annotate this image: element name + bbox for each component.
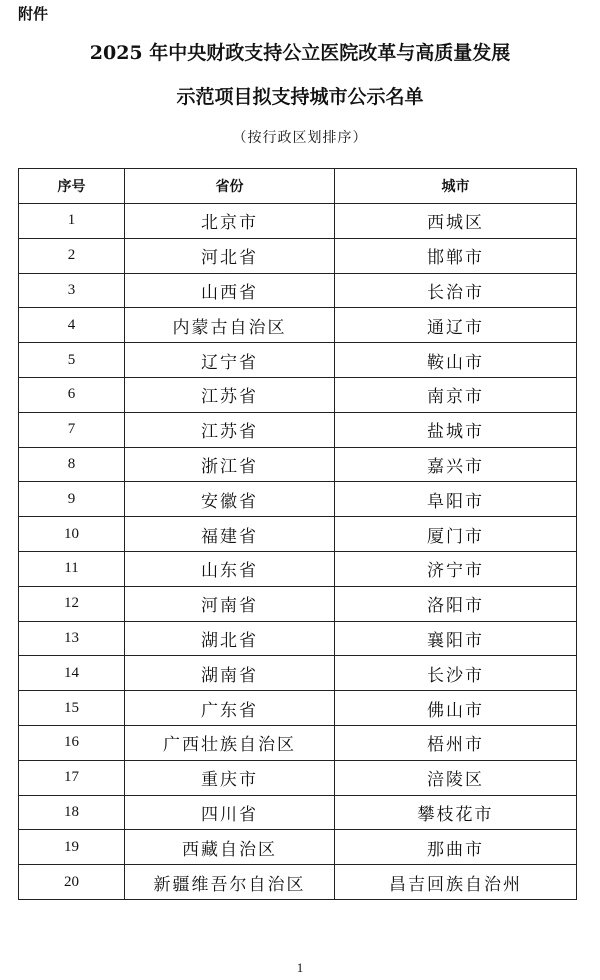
document-subtitle: （按行政区划排序） — [232, 130, 368, 146]
row-city-cell: 南京市 — [335, 377, 577, 412]
table-row — [19, 795, 577, 830]
header-city: 城市 — [335, 169, 577, 204]
table-row — [19, 656, 577, 691]
row-city-cell: 涪陵区 — [335, 760, 577, 795]
row-city-cell: 佛山市 — [335, 691, 577, 726]
row-province-cell: 广西壮族自治区 — [125, 725, 335, 760]
table-row — [19, 517, 577, 552]
row-number-cell: 16 — [19, 725, 125, 760]
row-province-cell: 广东省 — [125, 691, 335, 726]
row-province-cell: 四川省 — [125, 795, 335, 830]
row-province-cell: 福建省 — [125, 517, 335, 552]
table-row — [19, 760, 577, 795]
row-city-cell: 长沙市 — [335, 656, 577, 691]
row-province-cell: 重庆市 — [125, 760, 335, 795]
row-province-cell: 新疆维吾尔自治区 — [125, 865, 335, 900]
row-province-cell: 河南省 — [125, 586, 335, 621]
row-number-cell: 20 — [19, 865, 125, 900]
row-city-cell: 鞍山市 — [335, 343, 577, 378]
row-number-cell: 2 — [19, 238, 125, 273]
table-row — [19, 865, 577, 900]
row-city-cell: 梧州市 — [335, 725, 577, 760]
table-row — [19, 482, 577, 517]
table-row — [19, 691, 577, 726]
row-province-cell: 内蒙古自治区 — [125, 308, 335, 343]
table-row — [19, 586, 577, 621]
row-number-cell: 7 — [19, 412, 125, 447]
row-city-cell: 阜阳市 — [335, 482, 577, 517]
table-row — [19, 238, 577, 273]
table-row — [19, 725, 577, 760]
row-number-cell: 1 — [19, 204, 125, 239]
table-row — [19, 621, 577, 656]
table-row — [19, 204, 577, 239]
row-number-cell: 8 — [19, 447, 125, 482]
row-number-cell: 18 — [19, 795, 125, 830]
city-list-table — [18, 168, 577, 900]
row-number-cell: 10 — [19, 517, 125, 552]
header-province: 省份 — [125, 169, 335, 204]
table-row — [19, 273, 577, 308]
page-number: 1 — [296, 960, 304, 975]
row-province-cell: 江苏省 — [125, 412, 335, 447]
row-number-cell: 17 — [19, 760, 125, 795]
header-number: 序号 — [19, 169, 125, 204]
row-province-cell: 安徽省 — [125, 482, 335, 517]
row-city-cell: 襄阳市 — [335, 621, 577, 656]
row-city-cell: 长治市 — [335, 273, 577, 308]
row-province-cell: 西藏自治区 — [125, 830, 335, 865]
row-province-cell: 辽宁省 — [125, 343, 335, 378]
row-number-cell: 3 — [19, 273, 125, 308]
row-city-cell: 邯郸市 — [335, 238, 577, 273]
row-city-cell: 攀枝花市 — [335, 795, 577, 830]
row-city-cell: 盐城市 — [335, 412, 577, 447]
row-number-cell: 12 — [19, 586, 125, 621]
row-province-cell: 湖北省 — [125, 621, 335, 656]
row-city-cell: 厦门市 — [335, 517, 577, 552]
row-province-cell: 山东省 — [125, 551, 335, 586]
row-number-cell: 5 — [19, 343, 125, 378]
row-number-cell: 11 — [19, 551, 125, 586]
row-city-cell: 西城区 — [335, 204, 577, 239]
table-row — [19, 343, 577, 378]
row-number-cell: 13 — [19, 621, 125, 656]
row-number-cell: 9 — [19, 482, 125, 517]
row-city-cell: 昌吉回族自治州 — [335, 865, 577, 900]
row-city-cell: 通辽市 — [335, 308, 577, 343]
row-province-cell: 北京市 — [125, 204, 335, 239]
row-city-cell: 嘉兴市 — [335, 447, 577, 482]
document-title-line-2: 示范项目拟支持城市公示名单 — [176, 86, 424, 108]
table-row — [19, 551, 577, 586]
row-number-cell: 6 — [19, 377, 125, 412]
document-title-line-1: 2025 年中央财政支持公立医院改革与高质量发展 — [89, 42, 511, 64]
attachment-label: 附件 — [18, 5, 49, 23]
row-province-cell: 河北省 — [125, 238, 335, 273]
table-header-row — [19, 169, 577, 204]
row-province-cell: 山西省 — [125, 273, 335, 308]
row-city-cell: 济宁市 — [335, 551, 577, 586]
row-province-cell: 浙江省 — [125, 447, 335, 482]
row-city-cell: 那曲市 — [335, 830, 577, 865]
row-number-cell: 15 — [19, 691, 125, 726]
row-province-cell: 湖南省 — [125, 656, 335, 691]
table-row — [19, 308, 577, 343]
row-number-cell: 4 — [19, 308, 125, 343]
row-number-cell: 19 — [19, 830, 125, 865]
table-row — [19, 377, 577, 412]
row-province-cell: 江苏省 — [125, 377, 335, 412]
table-row — [19, 412, 577, 447]
table-body — [19, 204, 577, 900]
row-city-cell: 洛阳市 — [335, 586, 577, 621]
table-row — [19, 447, 577, 482]
table-row — [19, 830, 577, 865]
row-number-cell: 14 — [19, 656, 125, 691]
